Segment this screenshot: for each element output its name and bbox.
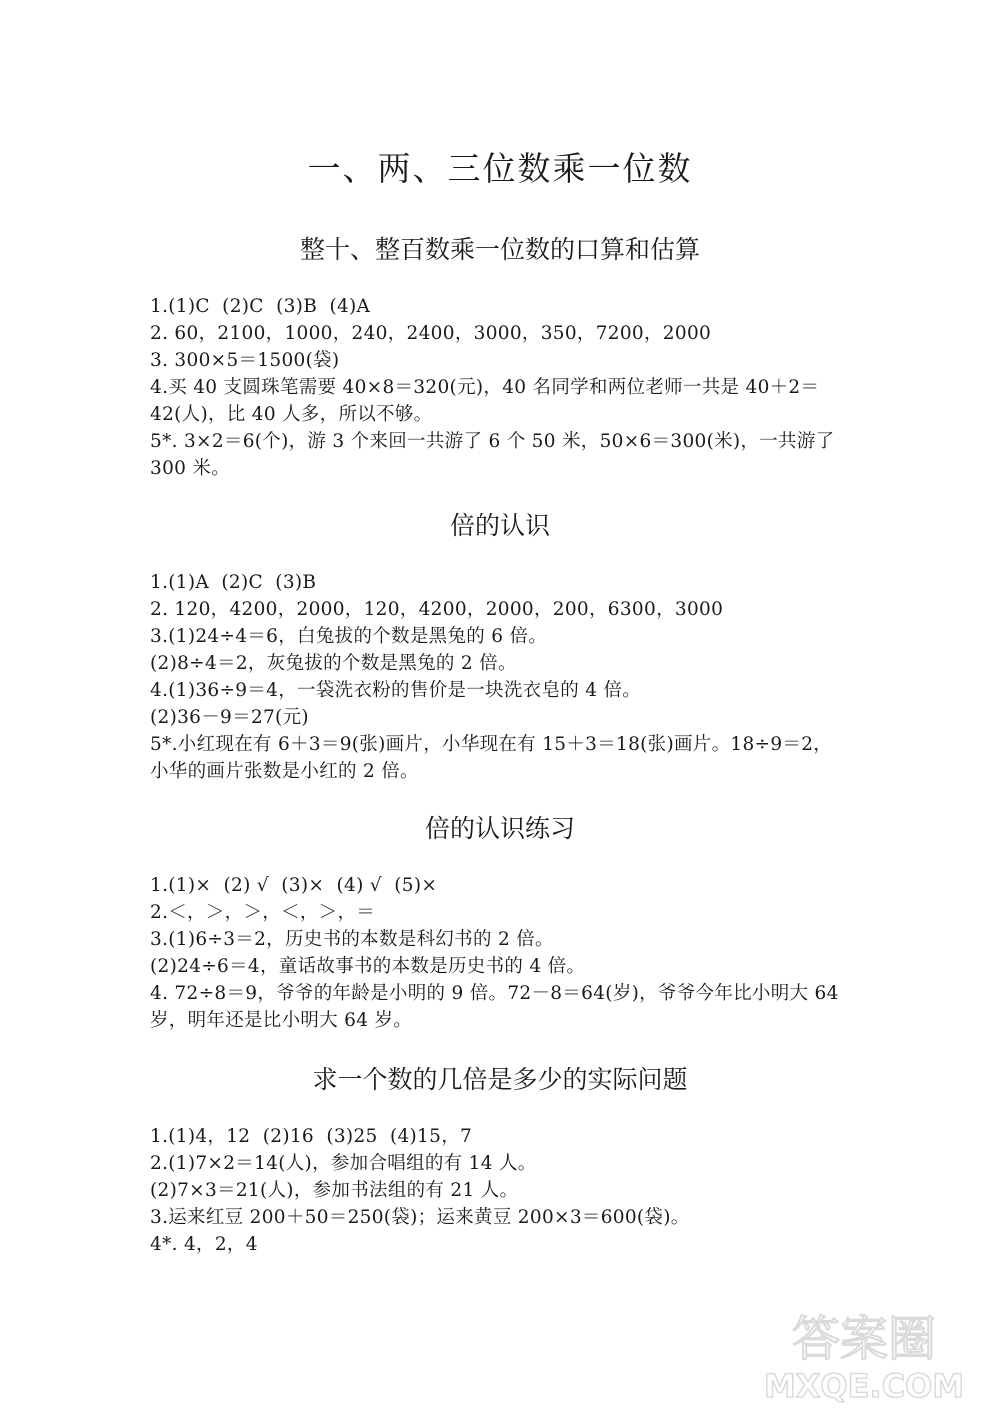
page-title: 一、两、三位数乘一位数 — [307, 149, 693, 188]
answer-line: 1.(1)A (2)C (3)B — [150, 572, 317, 593]
section-4 — [0, 1063, 1000, 1258]
section-1 — [0, 233, 1000, 482]
watermark-text-bottom: MXQE.COM — [763, 1367, 965, 1405]
answer-line: (2)7×3＝21(人)，参加书法组的有 21 人。 — [150, 1180, 519, 1201]
answer-line: 3.(1)24÷4＝6，白兔拔的个数是黑兔的 6 倍。 — [150, 626, 548, 647]
answer-line: 3.(1)6÷3＝2，历史书的本数是科幻书的 2 倍。 — [150, 929, 554, 950]
section-title: 倍的认识 — [449, 511, 550, 540]
answer-line: 42(人)，比 40 人多，所以不够。 — [150, 404, 433, 425]
answer-line: 4.(1)36÷9＝4，一袋洗衣粉的售价是一块洗衣皂的 4 倍。 — [150, 680, 642, 701]
answer-line: 4.买 40 支圆珠笔需要 40×8＝320(元)，40 名同学和两位老师一共是 40＋2＝ — [150, 377, 820, 398]
answer-line: 4*. 4，2，4 — [150, 1234, 258, 1255]
answer-line: 1.(1)C (2)C (3)B (4)A — [150, 296, 371, 317]
answer-line: 5*. 3×2＝6(个)，游 3 个来回一共游了 6 个 50 米，50×6＝300(米)，一共游了 — [150, 431, 835, 452]
answer-line: 2.(1)7×2＝14(人)，参加合唱组的有 14 人。 — [150, 1153, 537, 1174]
section-title: 整十、整百数乘一位数的口算和估算 — [299, 235, 700, 264]
section-title: 倍的认识练习 — [424, 814, 575, 843]
section-3 — [0, 812, 1000, 1034]
answer-line: (2)8÷4＝2，灰兔拔的个数是黑兔的 2 倍。 — [150, 653, 517, 674]
answer-line: 5*.小红现在有 6＋3＝9(张)画片，小华现在有 15＋3＝18(张)画片。18÷9＝2， — [150, 734, 833, 755]
answer-line: 小华的画片张数是小红的 2 倍。 — [150, 761, 419, 782]
answer-line: 2.＜，＞，＞，＜，＞，＝ — [150, 902, 376, 923]
answer-line: 2. 120，4200，2000，120，4200，2000，200，6300，3000 — [150, 599, 724, 620]
answer-line: 1.(1)× (2) √ (3)× (4) √ (5)× — [150, 875, 438, 896]
answer-line: 3. 300×5＝1500(袋) — [150, 350, 340, 371]
answer-line: 300 米。 — [150, 458, 230, 479]
answer-line: 2. 60，2100，1000，240，2400，3000，350，7200，2000 — [150, 323, 712, 344]
answer-line: 3.运来红豆 200＋50＝250(袋)；运来黄豆 200×3＝600(袋)。 — [150, 1207, 690, 1228]
answer-line: 岁，明年还是比小明大 64 岁。 — [150, 1010, 413, 1031]
answer-line: (2)24÷6＝4，童话故事书的本数是历史书的 4 倍。 — [150, 956, 586, 977]
watermark-text-top: 答案圈 — [791, 1311, 937, 1367]
answer-line: (2)36－9＝27(元) — [150, 707, 309, 728]
answer-line: 1.(1)4，12 (2)16 (3)25 (4)15，7 — [150, 1126, 473, 1147]
watermark-logo — [744, 1297, 984, 1407]
section-2 — [0, 509, 1000, 785]
section-title: 求一个数的几倍是多少的实际问题 — [312, 1065, 688, 1094]
answer-line: 4. 72÷8＝9，爷爷的年龄是小明的 9 倍。72－8＝64(岁)，爷爷今年比小明大 64 — [150, 983, 839, 1004]
